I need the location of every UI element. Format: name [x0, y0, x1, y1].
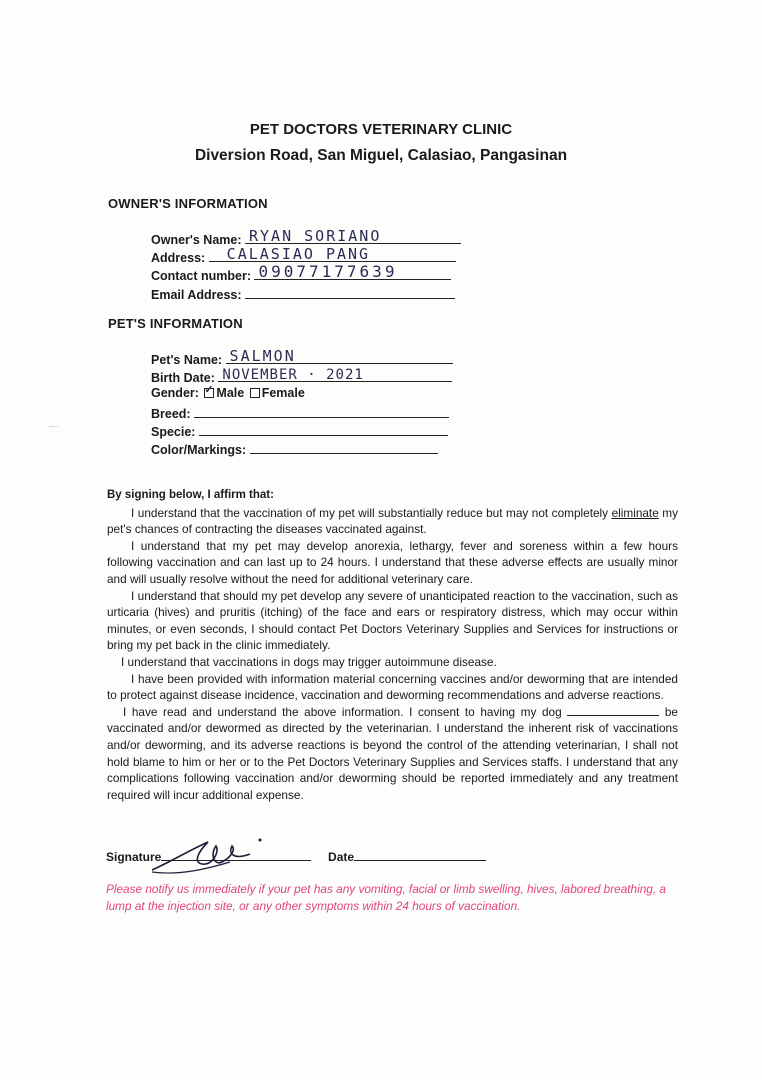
address-field[interactable] — [209, 245, 456, 263]
owner-name-field[interactable] — [245, 227, 461, 245]
date-label: Date — [328, 850, 355, 864]
email-row — [151, 285, 455, 303]
scan-speck: ·-·· — [48, 422, 59, 431]
owner-name-value: RYAN SORIANO — [249, 227, 382, 245]
male-label: Male — [216, 386, 245, 400]
email-field[interactable] — [245, 285, 455, 299]
signature-scribble — [150, 832, 270, 882]
p1-text-a: I understand that the vaccination of my pet will substantially reduce but may not completely — [131, 505, 612, 520]
gender-label: Gender: — [151, 386, 199, 400]
p1-eliminate: eliminate — [611, 505, 659, 520]
p6-text-b: be vaccinated and/or dewormed as directed by the veterinarian. I understand the inherent risk of vaccinations and/or deworming, and its adverse reactions is beyond the control of the attending veterinarian, I shall not hold blame to him or her or to the Pet Doctors Veterinary Supplies and Services staffs. I understand that any complications following vaccination and/or deworming should be reported immediately and any treatment required will incur additional expense. — [107, 704, 678, 802]
specie-label: Specie: — [151, 425, 196, 439]
warning-note: Please notify us immediately if your pet has any vomiting, facial or limb swelling, hives, labored breathing, a lump at the injection site, or any other symptoms within 24 hours of vaccination. — [106, 882, 666, 913]
contact-label: Contact number: — [151, 269, 251, 283]
specie-field[interactable] — [199, 422, 448, 436]
breed-field[interactable] — [194, 404, 449, 418]
clinic-address: Diversion Road, San Miguel, Calasiao, Pangasinan — [194, 147, 568, 164]
pet-name-label: Pet's Name: — [151, 353, 223, 367]
address-label: Address: — [151, 251, 206, 265]
signature-label: Signature — [106, 850, 162, 864]
breed-label: Breed: — [151, 407, 191, 421]
owner-name-label: Owner's Name: — [151, 233, 242, 247]
birth-date-field[interactable] — [218, 368, 452, 382]
contact-row — [151, 262, 451, 284]
pet-section-heading: PET'S INFORMATION — [108, 316, 243, 331]
pet-name-value: SALMON — [229, 347, 296, 365]
clinic-name: PET DOCTORS VETERINARY CLINIC — [249, 121, 513, 138]
affirmation-p3: I understand that should my pet develop any severe of unanticipated reaction to the vaccination, such as urticaria (hives) and pruritis (itching) of the face and ears or respiratory distress, which may occur within minutes, or even seconds, I should contact Pet Doctors Veterinary Supplies and Services for instructions or bring my pet back in the clinic immediately. — [107, 588, 678, 653]
gender-row — [151, 386, 305, 404]
p6-text-a: I have read and understand the above information. I consent to having my dog — [123, 704, 568, 719]
pet-name-row — [151, 347, 453, 368]
affirmation-p4: I understand that vaccinations in dogs may trigger autoimmune disease. — [121, 654, 497, 669]
birth-date-value: NOVEMBER · 2021 — [222, 367, 364, 383]
affirmation-p6 — [107, 704, 678, 804]
dog-name-blank[interactable] — [567, 704, 659, 716]
affirmation-heading: By signing below, I affirm that: — [107, 489, 274, 501]
contact-value: 09077177639 — [258, 262, 398, 281]
affirmation-p1 — [107, 505, 678, 538]
p1-text-b: my pet's chances of contracting the diseases vaccinated against. — [107, 505, 678, 537]
affirmation-p2: I understand that my pet may develop anorexia, lethargy, fever and soreness within a few hours following vaccination and can last up to 24 hours. I understand that these adverse effects are usually minor and will usually resolve without the need for additional veterinary care. — [107, 538, 678, 586]
affirmation-p5: I have been provided with information material concerning vaccines and/or deworming that are intended to protect against disease incidence, vaccination and deworming recommendations and adverse reactions. — [107, 671, 678, 703]
pet-name-field[interactable] — [226, 347, 453, 365]
contact-field[interactable] — [254, 262, 451, 281]
email-label: Email Address: — [151, 288, 242, 302]
date-field[interactable] — [354, 848, 486, 861]
owner-section-heading: OWNER'S INFORMATION — [108, 196, 268, 211]
birth-date-row — [151, 368, 452, 386]
color-row — [151, 440, 438, 458]
birth-date-label: Birth Date: — [151, 371, 215, 385]
female-label: Female — [261, 386, 305, 400]
female-checkbox[interactable] — [250, 388, 260, 398]
specie-row — [151, 422, 448, 440]
affirmation-block — [107, 487, 678, 803]
address-value: CALASIAO PANG — [226, 245, 371, 263]
color-label: Color/Markings: — [151, 443, 247, 457]
color-field[interactable] — [250, 440, 438, 454]
breed-row — [151, 404, 449, 422]
male-checkbox[interactable] — [204, 388, 214, 398]
